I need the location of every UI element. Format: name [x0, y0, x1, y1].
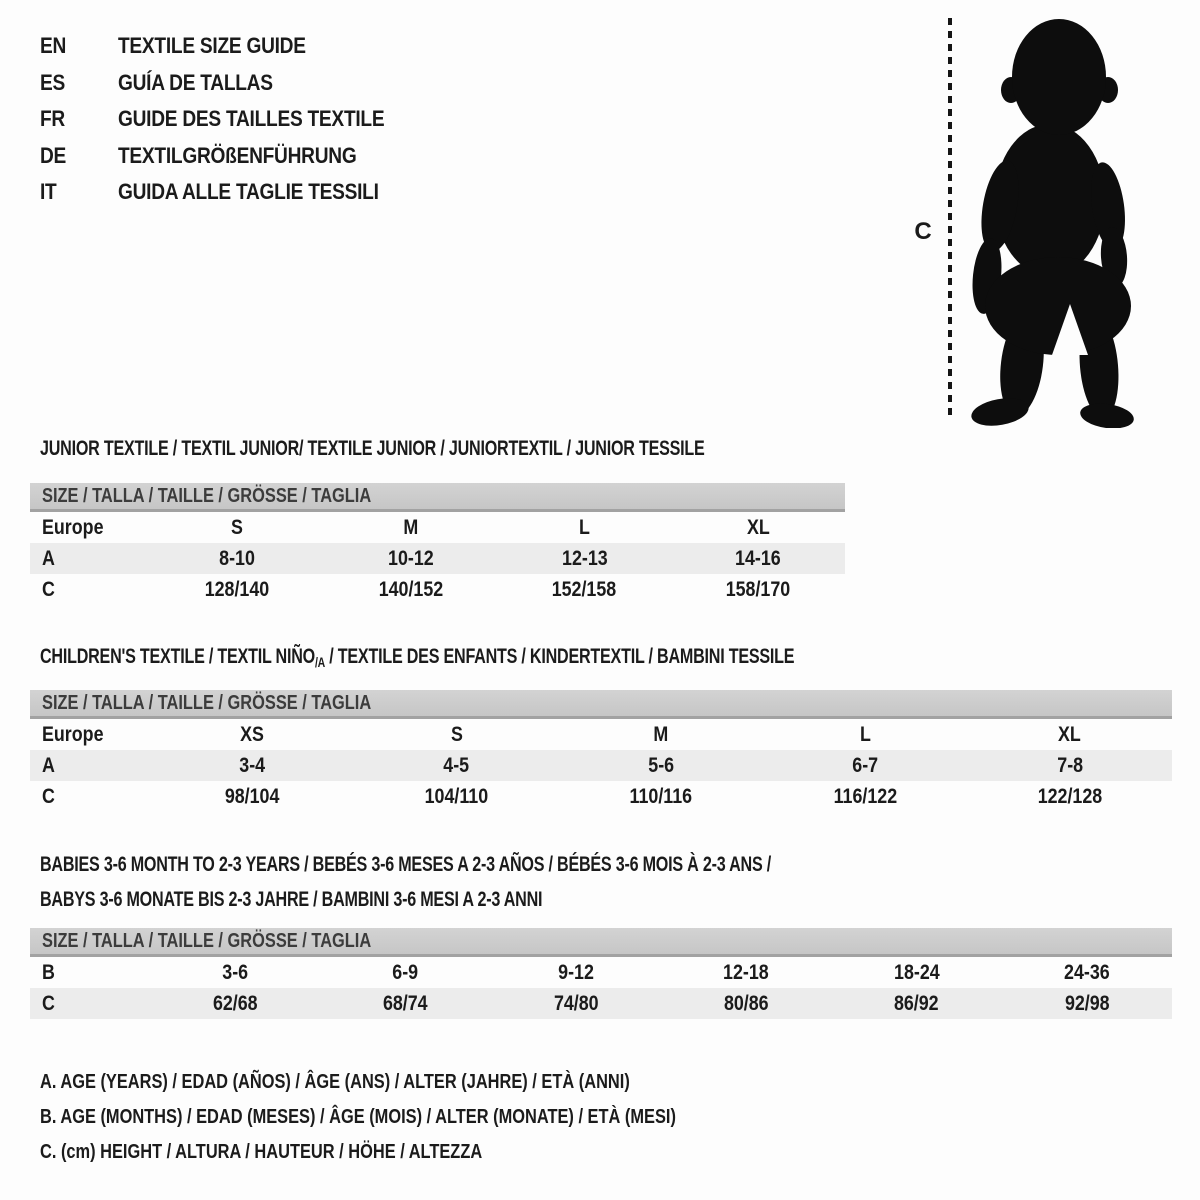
table-row-age-years — [30, 750, 1172, 781]
table-row-europe — [30, 512, 845, 543]
cell-value: 122/128 — [1037, 784, 1103, 808]
cell-value: XL — [746, 515, 770, 539]
language-code: EN — [40, 33, 67, 59]
language-row-fr — [40, 101, 431, 138]
cell-value: 24-36 — [1063, 960, 1110, 984]
cell-value: 128/140 — [204, 577, 270, 601]
table-row-height-cm — [30, 574, 845, 605]
row-label: C — [42, 784, 55, 808]
cell-value: 110/116 — [629, 784, 693, 808]
size-header-bar: SIZE / TALLA / TAILLE / GRÖSSE / TAGLIA — [30, 928, 1172, 957]
table-row-height-cm — [30, 988, 1172, 1019]
table-row-europe — [30, 719, 1172, 750]
table-row-age-years — [30, 543, 845, 574]
language-row-es — [40, 65, 431, 102]
babies-table-title-line2: BABYS 3-6 MONATE BIS 2-3 JAHRE / BAMBINI 3-6 MESI A 2-3 ANNI — [40, 887, 543, 911]
babies-table-title-line1: BABIES 3-6 MONTH TO 2-3 YEARS / BEBÉS 3-6 MESES A 2-3 AÑOS / BÉBÉS 3-6 MOIS À 2-3 ANS / — [40, 852, 772, 876]
row-label: Europe — [42, 722, 104, 746]
children-table-title: CHILDREN'S TEXTILE / TEXTIL NIÑO/A / TEXTILE DES ENFANTS / KINDERTEXTIL / BAMBINI TESSILE — [40, 644, 795, 670]
cell-value: 80/86 — [723, 991, 769, 1015]
cell-value: 92/98 — [1064, 991, 1110, 1015]
cell-value: 152/158 — [552, 577, 617, 601]
cell-value: 62/68 — [212, 991, 258, 1015]
table-row-age-months — [30, 957, 1172, 988]
legend-line-a: A. AGE (YEARS) / EDAD (AÑOS) / ÂGE (ANS) / ALTER (JAHRE) / ETÀ (ANNI) — [40, 1069, 630, 1093]
language-code: FR — [40, 106, 65, 132]
cell-value: 86/92 — [894, 991, 939, 1015]
row-label: A — [42, 753, 55, 777]
cell-value: 116/122 — [833, 784, 898, 808]
cell-value: 158/170 — [725, 577, 791, 601]
cell-value: 4-5 — [443, 753, 470, 777]
row-label: C — [42, 577, 55, 601]
cell-value: S — [230, 515, 243, 539]
cell-value: 14-16 — [735, 546, 781, 570]
children-size-table — [30, 690, 1172, 812]
guide-title-fr: GUIDE DES TAILLES TEXTILE — [118, 106, 385, 132]
table-row-height-cm — [30, 781, 1172, 812]
guide-title-it: GUIDA ALLE TAGLIE TESSILI — [118, 179, 379, 205]
cell-value: S — [450, 722, 463, 746]
cell-value: L — [859, 722, 871, 746]
legend-line-c: C. (cm) HEIGHT / ALTURA / HAUTEUR / HÖHE / ALTEZZA — [40, 1139, 483, 1163]
cell-value: 12-18 — [723, 960, 769, 984]
cell-value: 68/74 — [383, 991, 428, 1015]
cell-value: 6-7 — [852, 753, 879, 777]
cell-value: M — [403, 515, 419, 539]
language-title-list — [40, 28, 431, 211]
toddler-silhouette-icon — [962, 14, 1142, 428]
row-label: A — [42, 546, 55, 570]
cell-value: 18-24 — [893, 960, 940, 984]
language-row-it — [40, 174, 431, 211]
guide-title-de: TEXTILGRÖßENFÜHRUNG — [118, 142, 357, 168]
cell-value: 104/110 — [424, 784, 489, 808]
cell-value: XS — [240, 722, 265, 746]
row-label: Europe — [42, 515, 104, 539]
guide-title-en: TEXTILE SIZE GUIDE — [118, 33, 306, 59]
row-label: B — [42, 960, 55, 984]
cell-value: 12-13 — [561, 546, 608, 570]
height-measure-label: C — [914, 218, 932, 245]
language-row-en — [40, 28, 431, 65]
junior-table-title: JUNIOR TEXTILE / TEXTIL JUNIOR/ TEXTILE JUNIOR / JUNIORTEXTIL / JUNIOR TESSILE — [40, 436, 705, 460]
junior-size-table — [30, 483, 845, 605]
language-code: DE — [40, 142, 67, 168]
babies-size-table — [30, 928, 1172, 1019]
cell-value: 140/152 — [378, 577, 443, 601]
cell-value: 8-10 — [219, 546, 255, 570]
cell-value: 5-6 — [648, 753, 674, 777]
height-measure-dashed-line — [948, 18, 952, 416]
cell-value: 3-4 — [239, 753, 266, 777]
cell-value: 6-9 — [392, 960, 419, 984]
cell-value: 3-6 — [222, 960, 249, 984]
row-label: C — [42, 991, 55, 1015]
legend-line-b: B. AGE (MONTHS) / EDAD (MESES) / ÂGE (MOIS) / ALTER (MONATE) / ETÀ (MESI) — [40, 1104, 676, 1128]
language-code: IT — [40, 179, 57, 205]
guide-title-es: GUÍA DE TALLAS — [118, 69, 273, 95]
language-row-de — [40, 138, 431, 175]
language-code: ES — [40, 69, 66, 95]
cell-value: 98/104 — [224, 784, 280, 808]
cell-value: 7-8 — [1056, 753, 1083, 777]
size-header-bar: SIZE / TALLA / TAILLE / GRÖSSE / TAGLIA — [30, 483, 845, 512]
size-header-bar: SIZE / TALLA / TAILLE / GRÖSSE / TAGLIA — [30, 690, 1172, 719]
cell-value: 9-12 — [557, 960, 594, 984]
cell-value: L — [578, 515, 590, 539]
cell-value: M — [653, 722, 669, 746]
cell-value: 10-12 — [387, 546, 434, 570]
cell-value: 74/80 — [553, 991, 599, 1015]
title-subscript: /A — [314, 654, 326, 670]
cell-value: XL — [1058, 722, 1082, 746]
measurement-legend — [40, 1064, 835, 1169]
